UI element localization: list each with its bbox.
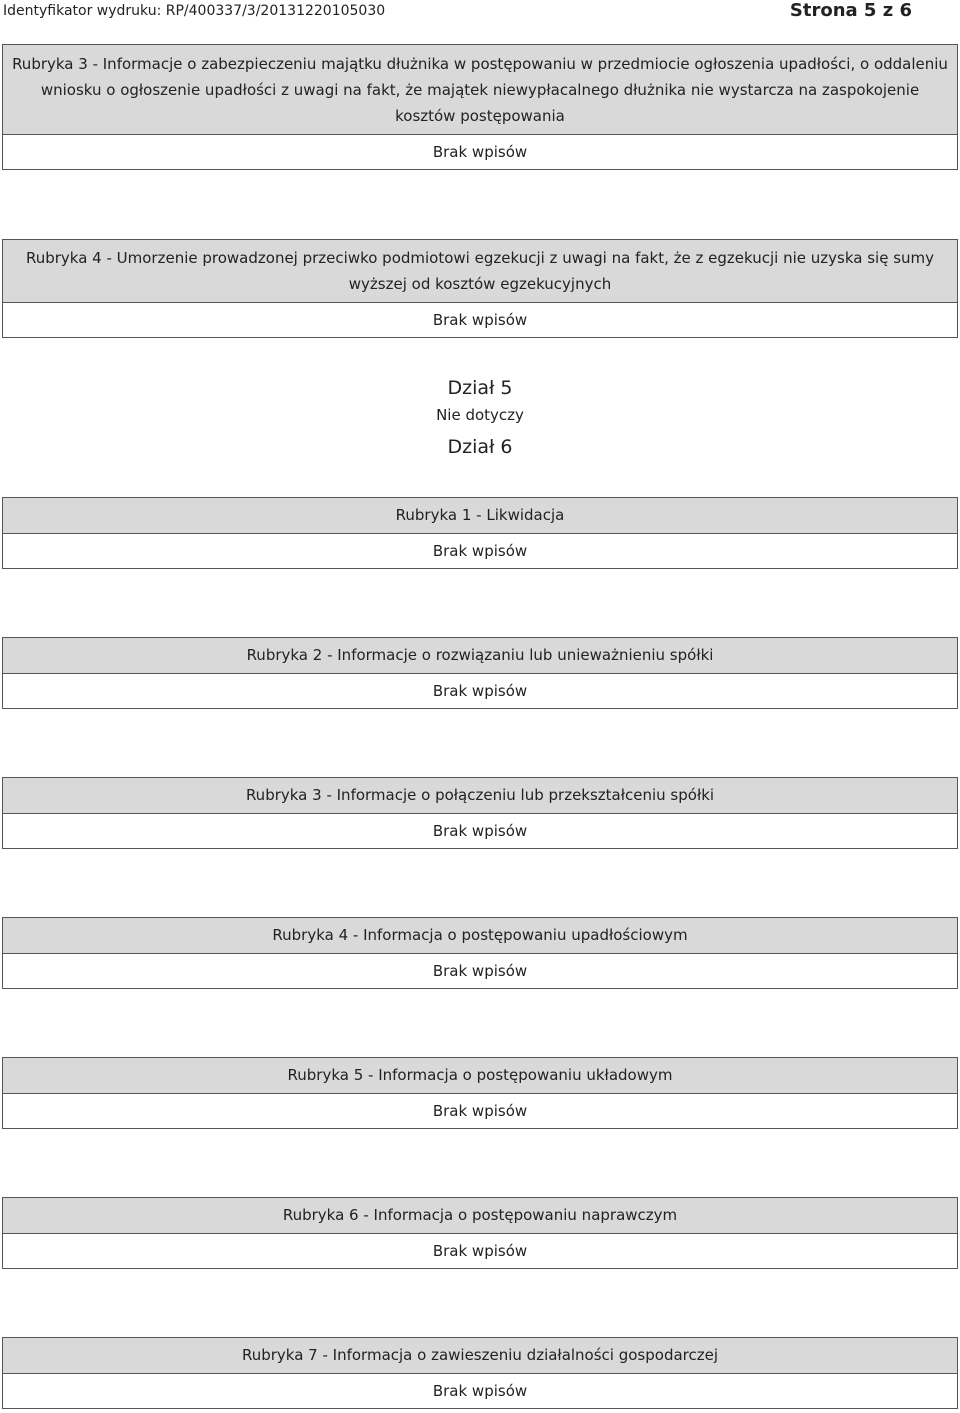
rubric-title: Rubryka 3 - Informacje o zabezpieczeniu majątku dłużnika w postępowaniu w przedmiocie ogłoszenia upadłości, o oddaleniu wniosku o ogłoszenie upadłości z uwagi na fakt, że majątek niewypłacalnego dłużnika nie wystarcza na zaspokojenie kosztów postępowania (2, 44, 958, 135)
rubric-content: Brak wpisów (2, 1374, 958, 1409)
rubric-content: Brak wpisów (2, 814, 958, 849)
rubric-section6-3 (2, 777, 958, 849)
rubric-title: Rubryka 1 - Likwidacja (2, 497, 958, 534)
rubric-content: Brak wpisów (2, 674, 958, 709)
rubric-title: Rubryka 6 - Informacja o postępowaniu naprawczym (2, 1197, 958, 1234)
rubric-section6-2 (2, 637, 958, 709)
rubric-title: Rubryka 4 - Umorzenie prowadzonej przeciwko podmiotowi egzekucji z uwagi na fakt, że z egzekucji nie uzyska się sumy wyższej od kosztów egzekucyjnych (2, 239, 958, 303)
rubric-content: Brak wpisów (2, 534, 958, 569)
page-number: Strona 5 z 6 (789, 0, 912, 21)
rubric-section6-1 (2, 497, 958, 569)
section-5-note: Nie dotyczy (436, 406, 524, 424)
section-5-title: Dział 5 (447, 377, 513, 399)
rubric-section6-5 (2, 1057, 958, 1129)
rubric-section6-7 (2, 1337, 958, 1409)
rubric-title: Rubryka 2 - Informacje o rozwiązaniu lub unieważnieniu spółki (2, 637, 958, 674)
rubric-content: Brak wpisów (2, 303, 958, 338)
rubric-title: Rubryka 3 - Informacje o połączeniu lub przekształceniu spółki (2, 777, 958, 814)
section-6-title: Dział 6 (447, 436, 513, 458)
rubric-title: Rubryka 4 - Informacja o postępowaniu upadłościowym (2, 917, 958, 954)
rubric-content: Brak wpisów (2, 954, 958, 989)
rubric-title: Rubryka 7 - Informacja o zawieszeniu działalności gospodarczej (2, 1337, 958, 1374)
rubric-content: Brak wpisów (2, 135, 958, 170)
rubric-title: Rubryka 5 - Informacja o postępowaniu układowym (2, 1057, 958, 1094)
rubric-section6-4 (2, 917, 958, 989)
rubric-content: Brak wpisów (2, 1094, 958, 1129)
rubric-section6-6 (2, 1197, 958, 1269)
rubric-section4-3 (2, 44, 958, 170)
document-identifier: Identyfikator wydruku: RP/400337/3/20131220105030 (3, 3, 386, 19)
page-header (0, 0, 960, 24)
rubric-section4-4 (2, 239, 958, 338)
rubric-content: Brak wpisów (2, 1234, 958, 1269)
